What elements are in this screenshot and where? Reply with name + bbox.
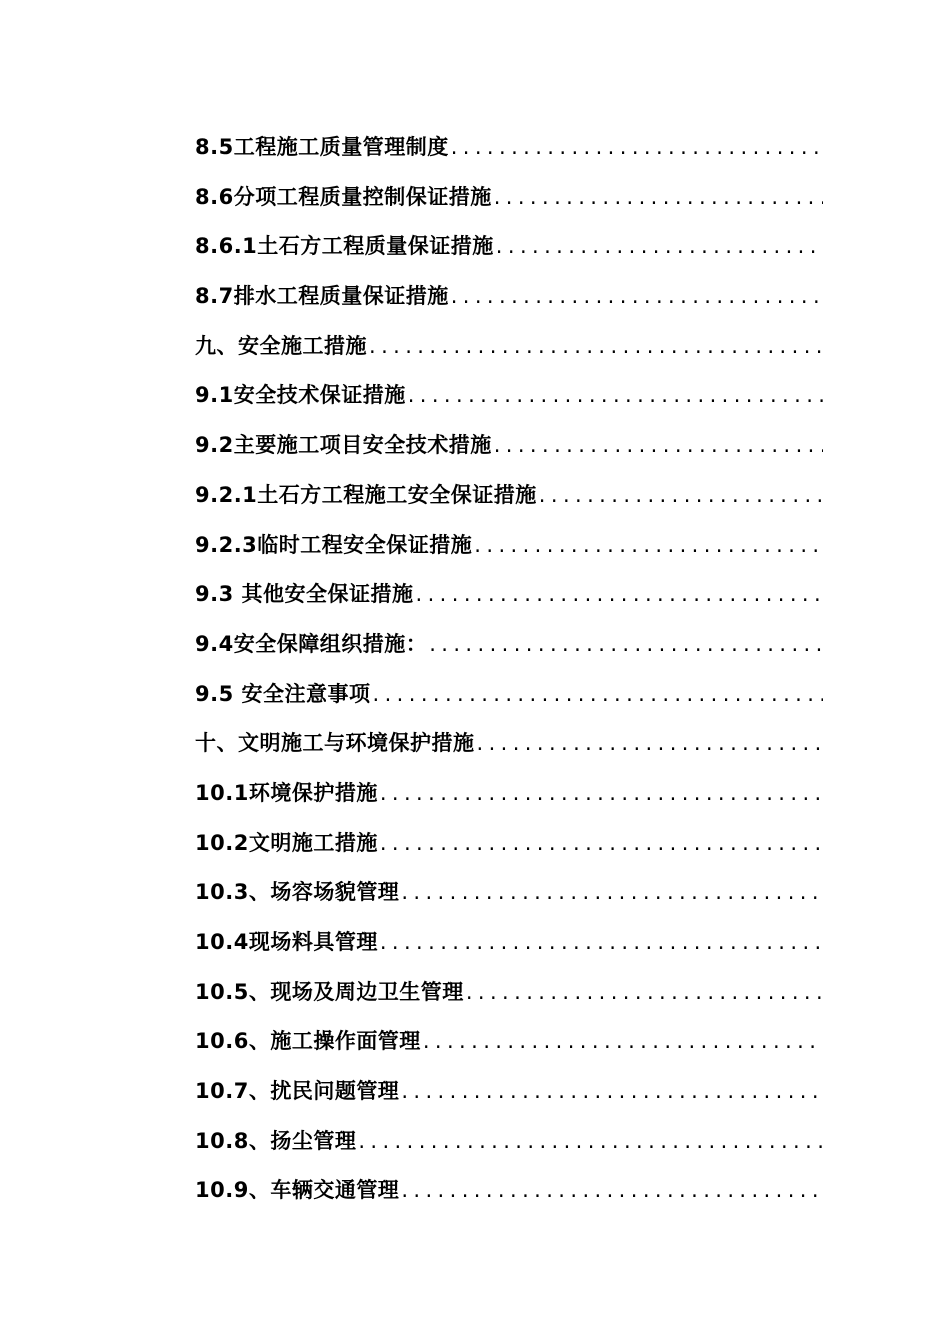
toc-dot-leader	[408, 383, 823, 407]
toc-entry[interactable]	[195, 827, 823, 877]
toc-entry[interactable]	[195, 1174, 823, 1224]
toc-dot-leader	[401, 1079, 823, 1103]
toc-dot-leader	[380, 831, 823, 855]
toc-entry[interactable]	[195, 131, 823, 181]
toc-entry[interactable]	[195, 876, 823, 926]
toc-entry[interactable]	[195, 628, 823, 678]
toc-entry-label: 10.7、扰民问题管理	[195, 1079, 400, 1104]
toc-entry[interactable]	[195, 230, 823, 280]
toc-entry-label: 10.3、场容场貌管理	[195, 880, 400, 905]
toc-entry-label: 9.4安全保障组织措施：	[195, 631, 428, 656]
toc-dot-leader	[416, 582, 823, 606]
toc-entry-label: 10.8、扬尘管理	[195, 1128, 357, 1153]
toc-entry[interactable]	[195, 1125, 823, 1175]
toc-entry-label: 10.2文明施工措施	[195, 830, 378, 855]
toc-entry[interactable]	[195, 678, 823, 728]
toc-entry[interactable]	[195, 976, 823, 1026]
toc-entry-label: 8.7排水工程质量保证措施	[195, 284, 449, 309]
toc-entry[interactable]	[195, 1075, 823, 1125]
toc-dot-leader	[451, 284, 823, 308]
toc-dot-leader	[451, 135, 823, 159]
toc-dot-leader	[477, 731, 824, 755]
toc-dot-leader	[401, 1178, 823, 1202]
toc-entry-label: 9.1安全技术保证措施	[195, 383, 406, 408]
toc-dot-leader	[423, 1029, 823, 1053]
toc-entry-label: 9.2.3临时工程安全保证措施	[195, 532, 473, 557]
toc-entry[interactable]	[195, 379, 823, 429]
toc-entry-label: 9.5 安全注意事项	[195, 681, 371, 706]
toc-entry[interactable]	[195, 479, 823, 529]
toc-entry[interactable]	[195, 1025, 823, 1075]
toc-dot-leader	[429, 632, 823, 656]
toc-entry[interactable]	[195, 578, 823, 628]
toc-dot-leader	[358, 1129, 823, 1153]
toc-dot-leader	[380, 930, 823, 954]
toc-entry[interactable]	[195, 529, 823, 579]
toc-entry-label: 10.1环境保护措施	[195, 780, 378, 805]
toc-entry-label: 8.6.1土石方工程质量保证措施	[195, 234, 494, 259]
toc-dot-leader	[373, 682, 823, 706]
toc-entry-label: 9.2.1土石方工程施工安全保证措施	[195, 482, 537, 507]
toc-entry[interactable]	[195, 280, 823, 330]
toc-dot-leader	[494, 185, 823, 209]
toc-dot-leader	[474, 533, 823, 557]
toc-dot-leader	[369, 334, 823, 358]
toc-entry-label: 10.9、车辆交通管理	[195, 1178, 400, 1203]
toc-dot-leader	[496, 234, 823, 258]
toc-entry[interactable]	[195, 181, 823, 231]
toc-entry-label: 10.4现场料具管理	[195, 930, 378, 954]
toc-entry[interactable]	[195, 330, 823, 380]
toc-entry[interactable]	[195, 777, 823, 827]
toc-dot-leader	[401, 880, 823, 904]
toc-dot-leader	[466, 980, 823, 1004]
toc-entry-label: 9.2主要施工项目安全技术措施	[195, 433, 492, 458]
toc-dot-leader	[380, 781, 823, 805]
toc-entry-label: 8.6分项工程质量控制保证措施	[195, 184, 492, 209]
toc-dot-leader	[494, 433, 823, 457]
toc-entry[interactable]	[195, 727, 823, 777]
toc-entry[interactable]	[195, 429, 823, 479]
toc-entry-label: 10.6、施工操作面管理	[195, 1029, 421, 1054]
toc-entry-label: 9.3 其他安全保证措施	[195, 582, 414, 607]
toc-entry-label: 十、文明施工与环境保护措施	[195, 731, 475, 756]
toc-dot-leader	[539, 483, 823, 507]
toc-entry-label: 8.5工程施工质量管理制度	[195, 135, 449, 159]
table-of-contents	[195, 131, 823, 1224]
toc-entry-label: 10.5、现场及周边卫生管理	[195, 979, 464, 1004]
toc-entry-label: 九、安全施工措施	[195, 333, 367, 358]
toc-entry[interactable]	[195, 926, 823, 976]
